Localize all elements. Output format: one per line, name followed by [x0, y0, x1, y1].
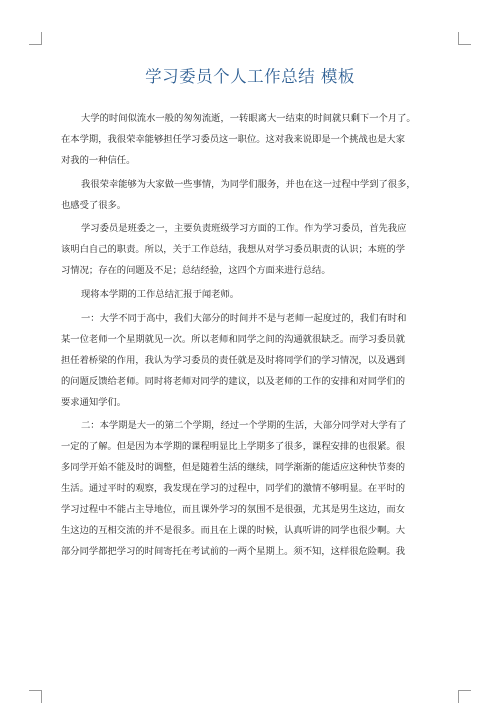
text-line: 学习过程中不能占主导地位，而且课外学习的氛围不是很强，尤其是男生这边，而女	[61, 504, 405, 516]
corner-mark-bottom-left	[29, 690, 42, 703]
text-line: 二：本学期是大一的第二个学期，经过一个学期的生活，大部分同学对大学有了	[81, 420, 407, 432]
document-body	[61, 109, 441, 563]
document-title: 学习委员个人工作总结 模板	[145, 67, 355, 86]
paragraph	[61, 175, 441, 217]
paragraph	[61, 219, 441, 282]
corner-mark-top-left	[29, 32, 42, 45]
text-line: 担任着桥梁的作用，我认为学习委员的责任就是及时将同学们的学习情况，以及遇到	[61, 354, 405, 366]
text-line: 的问题反馈给老师。同时将老师对同学的建议，以及老师的工作的安排和对同学们的	[61, 375, 405, 387]
paragraph	[61, 309, 441, 413]
text-line: 要求通知学们。	[61, 396, 127, 408]
paragraph	[61, 416, 441, 562]
text-line: 在本学期，我很荣幸能够担任学习委员这一职位。这对我来说即是一个挑战也是大家	[61, 133, 405, 145]
text-line: 现将本学期的工作总结汇报于闻老师。	[81, 289, 240, 301]
text-line: 习情况；存在的问题及不足；总结经验，这四个方面来进行总结。	[61, 265, 331, 277]
corner-mark-bottom-right	[458, 690, 471, 703]
text-line: 一：大学不同于高中，我们大部分的时间并不是与老师一起度过的，我们有时和	[81, 313, 407, 325]
text-line: 部分同学都把学习的时间寄托在考试前的一两个星期上。须不知，这样很危险啊。我	[61, 545, 405, 557]
text-line: 生这边的互相交流的并不是很多。而且在上课的时候，认真听讲的同学也很少啊。大	[61, 524, 405, 536]
paragraph	[61, 109, 441, 172]
text-line: 一定的了解。但是因为本学期的课程明显比上学期多了很多，课程安排的也很紧。很	[61, 441, 405, 453]
text-line: 多同学开始不能及时的调整，但是随着生活的继续，同学渐渐的能适应这种快节奏的	[61, 462, 405, 474]
text-line: 大学的时间似流水一般的匆匆流逝，一转眼离大一结束的时间就只剩下一个月了。	[81, 113, 416, 124]
text-line: 某一位老师一个星期就见一次。所以老师和同学之间的沟通就很缺乏。而学习委员就	[61, 333, 405, 345]
text-line: 该明白自己的职责。所以，关于工作总结，我想从对学习委员职责的认识；本班的学	[61, 244, 405, 256]
text-line: 学习委员是班委之一，主要负责班级学习方面的工作。作为学习委员，首先我应	[81, 223, 407, 235]
text-line: 我很荣幸能够为大家做一些事情，为同学们服务，并也在这一过程中学到了很多，	[81, 178, 416, 190]
text-line: 对我的一种信任。	[61, 154, 136, 166]
corner-mark-top-right	[458, 32, 471, 45]
text-line: 也感受了很多。	[61, 199, 127, 211]
paragraph	[61, 285, 441, 306]
text-line: 生活。通过平时的观察，我发现在学习的过程中，同学们的激情不够明显。在平时的	[61, 483, 405, 495]
